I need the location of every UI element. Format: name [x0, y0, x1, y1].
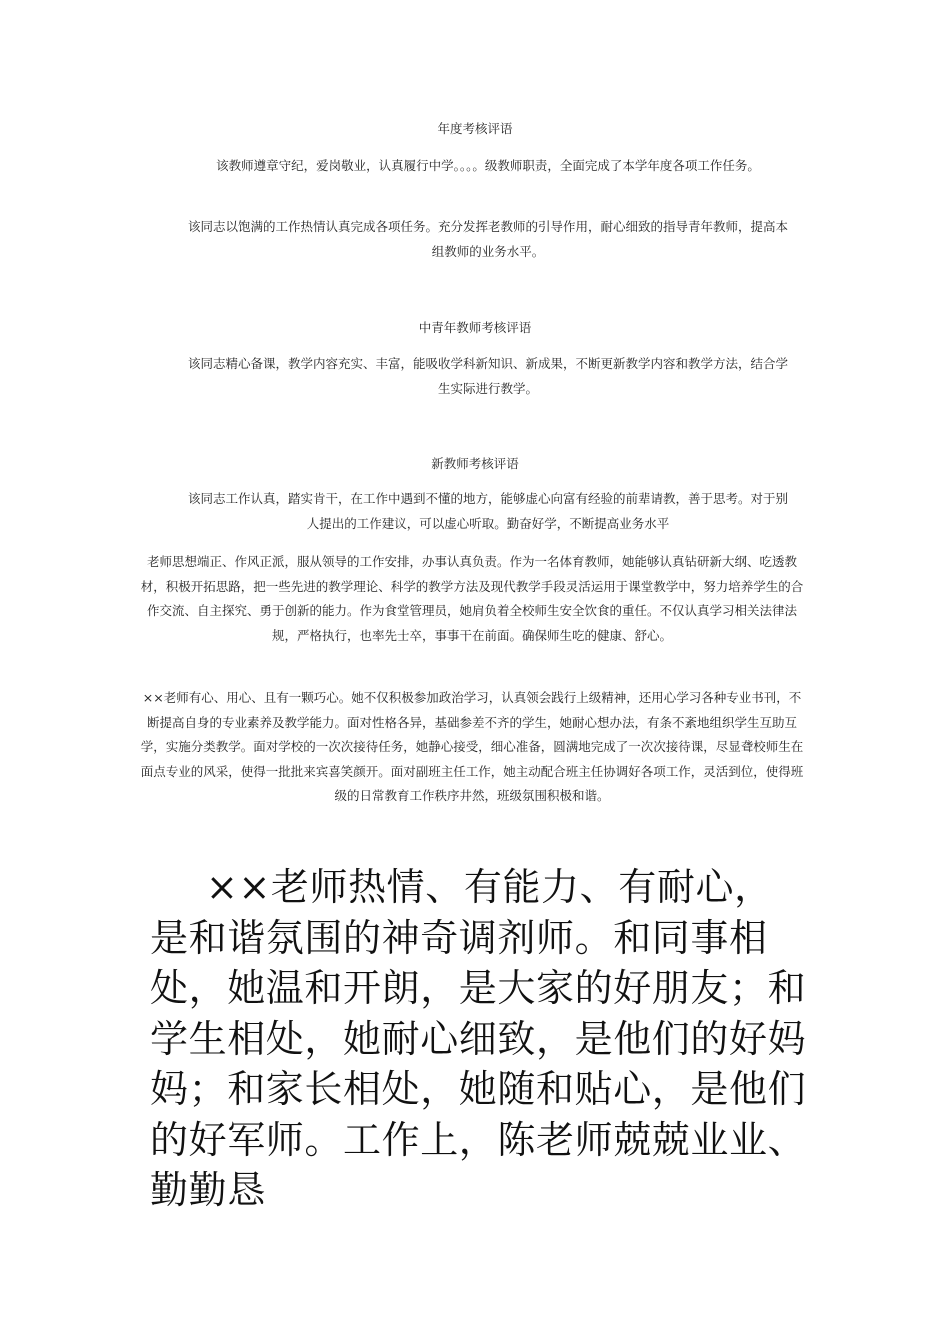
paragraph-young-teacher-1: 该同志精心备课，教学内容充实、丰富，能吸收学科新知识、新成果，不断更新教学内容和教学方法，结合学生实际进行教学。 [188, 356, 789, 396]
section-heading-new-teacher: 新教师考核评语 [431, 456, 519, 471]
paragraph-annual-1: 该教师遵章守纪，爱岗敬业，认真履行中学。。。。级教师职责，全面完成了本学年度各项工作任务。 [216, 158, 760, 173]
paragraph-new-teacher-1: 该同志工作认真，踏实肯干，在工作中遇到不懂的地方，能够虚心向富有经验的前辈请教，善于思考。对于别人提出的工作建议，可以虚心听取。勤奋好学，不断提高业务水平 [188, 491, 789, 531]
section-heading-annual: 年度考核评语 [437, 121, 513, 136]
paragraph-annual-2: 该同志以饱满的工作热情认真完成各项任务。充分发挥老教师的引导作用，耐心细致的指导青年教师，提高本组教师的业务水平。 [188, 219, 789, 259]
paragraph-new-teacher-3: ××老师有心、用心、且有一颗巧心。她不仅积极参加政治学习，认真领会践行上级精神，还用心学习各种专业书刊，不断提高自身的专业素养及教学能力。面对性格各异，基础参差不齐的学生，她耐心想办法，有条不紊地组织学生互助互学，实施分类教学。面对学校的一次次接待任务，她静心接受，细心准备，圆满地完成了一次次接待课，尽显聋校师生在面点专业的风采，使得一批批来宾喜笑颜开。面对副班主任工作，她主动配合班主任协调好各项工作，灵活到位，使得班级的日常教育工作秩序井然，班级氛围积极和谐。 [140, 690, 804, 803]
paragraph-new-teacher-2: 老师思想端正、作风正派，服从领导的工作安排，办事认真负责。作为一名体育教师，她能够认真钻研新大纲、吃透教材，积极开拓思路，把一些先进的教学理论、科学的教学方法及现代教学手段灵活运用于课堂教学中，努力培养学生的合作交流、自主探究、勇于创新的能力。作为食堂管理员，她肩负着全校师生安全饮食的重任。不仅认真学习相关法律法规，严格执行，也率先士卒，事事干在前面。确保师生吃的健康、舒心。 [140, 554, 804, 643]
large-paragraph: ××老师热情、有能力、有耐心，是和谐氛围的神奇调剂师。和同事相处，她温和开朗，是大家的好朋友；和学生相处，她耐心细致，是他们的好妈妈；和家长相处，她随和贴心，是他们的好军师。工作上，陈老师兢兢业业、勤勤恳 [150, 865, 807, 1212]
section-heading-young-teacher: 中青年教师考核评语 [418, 320, 532, 335]
